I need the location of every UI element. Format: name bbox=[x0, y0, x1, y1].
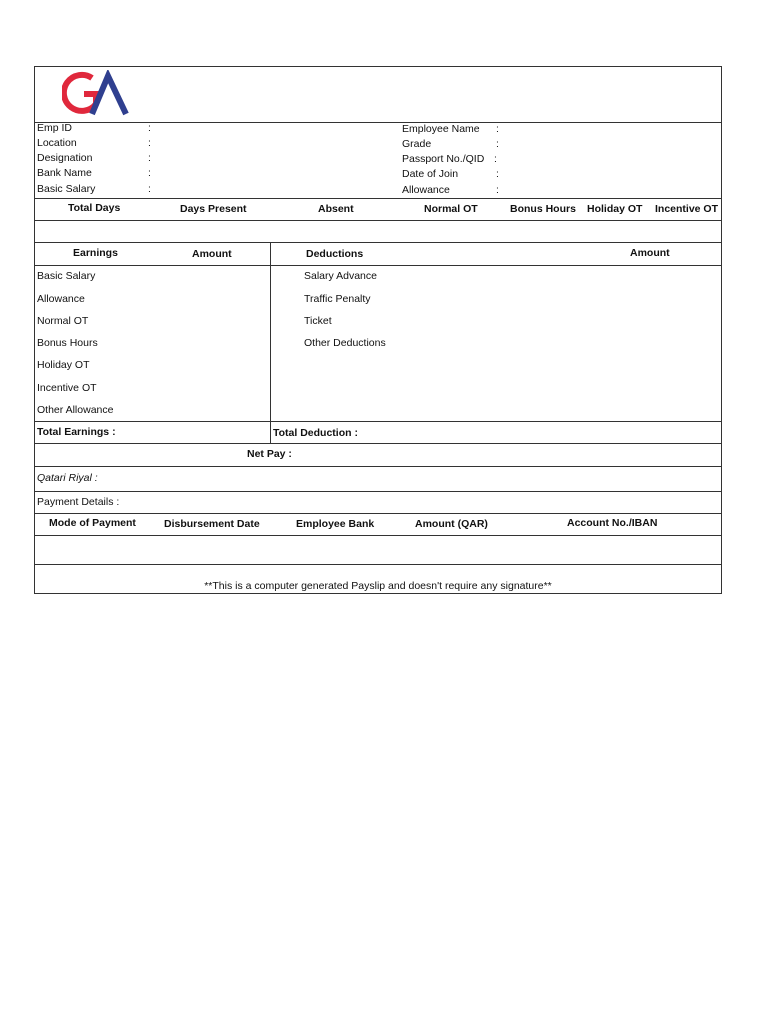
divider-earnings-deductions bbox=[270, 242, 271, 443]
earnings-item: Normal OT bbox=[37, 315, 89, 327]
info-sep: : bbox=[494, 153, 497, 165]
earnings-item: Allowance bbox=[37, 293, 85, 305]
info-label-employee-name: Employee Name bbox=[402, 123, 480, 135]
info-sep: : bbox=[148, 152, 151, 164]
info-label-designation: Designation bbox=[37, 152, 93, 164]
info-sep: : bbox=[496, 123, 499, 135]
deductions-item: Ticket bbox=[304, 315, 332, 327]
payment-details-label: Payment Details : bbox=[37, 496, 120, 508]
info-sep: : bbox=[148, 122, 151, 134]
deductions-item: Other Deductions bbox=[304, 337, 386, 349]
info-label-allowance: Allowance bbox=[402, 184, 450, 196]
info-label-emp-id: Emp ID bbox=[37, 122, 73, 134]
payment-header-account: Account No./IBAN bbox=[567, 517, 658, 529]
payment-header-mode: Mode of Payment bbox=[49, 517, 136, 529]
earnings-header: Earnings bbox=[73, 247, 118, 259]
attendance-header-bonus-hours: Bonus Hours bbox=[510, 203, 576, 215]
divider-earnings-head bbox=[34, 265, 722, 266]
info-sep: : bbox=[148, 167, 151, 179]
divider-payment-details bbox=[34, 513, 722, 514]
info-label-grade: Grade bbox=[402, 138, 432, 150]
net-pay-label: Net Pay : bbox=[247, 448, 292, 460]
divider-items bbox=[34, 421, 722, 422]
attendance-header-days-present: Days Present bbox=[180, 203, 247, 215]
divider-currency bbox=[34, 491, 722, 492]
footer-note: **This is a computer generated Payslip and doesn't require any signature** bbox=[204, 580, 552, 592]
currency-label: Qatari Riyal : bbox=[37, 472, 98, 484]
divider-payment-head bbox=[34, 535, 722, 536]
payment-header-amount: Amount (QAR) bbox=[415, 518, 488, 530]
info-label-location: Location bbox=[37, 137, 77, 149]
divider-attendance-head bbox=[34, 220, 722, 221]
attendance-header-absent: Absent bbox=[318, 203, 354, 215]
info-label-passport: Passport No./QID bbox=[402, 153, 485, 165]
deductions-item: Salary Advance bbox=[304, 270, 377, 282]
total-deduction-label: Total Deduction : bbox=[273, 427, 358, 439]
info-sep: : bbox=[148, 183, 151, 195]
payment-header-disbursement-date: Disbursement Date bbox=[164, 518, 260, 530]
divider-attendance-values bbox=[34, 242, 722, 243]
earnings-item: Basic Salary bbox=[37, 270, 96, 282]
info-sep: : bbox=[496, 184, 499, 196]
divider-payment-values bbox=[34, 564, 722, 565]
attendance-header-holiday-ot: Holiday OT bbox=[587, 203, 643, 215]
company-logo bbox=[62, 70, 132, 118]
logo-a-shape bbox=[92, 76, 126, 114]
attendance-header-normal-ot: Normal OT bbox=[424, 203, 478, 215]
logo-g-shape bbox=[64, 75, 96, 111]
attendance-header-incentive-ot: Incentive OT bbox=[655, 203, 719, 215]
payment-header-employee-bank: Employee Bank bbox=[296, 518, 375, 530]
deductions-amount-header: Amount bbox=[630, 247, 670, 259]
info-sep: : bbox=[148, 137, 151, 149]
divider-totals bbox=[34, 443, 722, 444]
deductions-item: Traffic Penalty bbox=[304, 293, 371, 305]
info-label-basic-salary: Basic Salary bbox=[37, 183, 96, 195]
attendance-header-total-days: Total Days bbox=[68, 202, 121, 214]
earnings-item: Incentive OT bbox=[37, 382, 97, 394]
divider-header bbox=[34, 122, 722, 123]
deductions-header: Deductions bbox=[306, 248, 364, 260]
earnings-amount-header: Amount bbox=[192, 248, 232, 260]
info-sep: : bbox=[496, 138, 499, 150]
payslip-frame bbox=[34, 66, 722, 594]
divider-netpay bbox=[34, 466, 722, 467]
divider-info bbox=[34, 198, 722, 199]
info-label-bank-name: Bank Name bbox=[37, 167, 92, 179]
info-label-date-of-join: Date of Join bbox=[402, 168, 459, 180]
total-earnings-label: Total Earnings : bbox=[37, 426, 116, 438]
earnings-item: Other Allowance bbox=[37, 404, 114, 416]
earnings-item: Bonus Hours bbox=[37, 337, 98, 349]
info-sep: : bbox=[496, 168, 499, 180]
earnings-item: Holiday OT bbox=[37, 359, 90, 371]
